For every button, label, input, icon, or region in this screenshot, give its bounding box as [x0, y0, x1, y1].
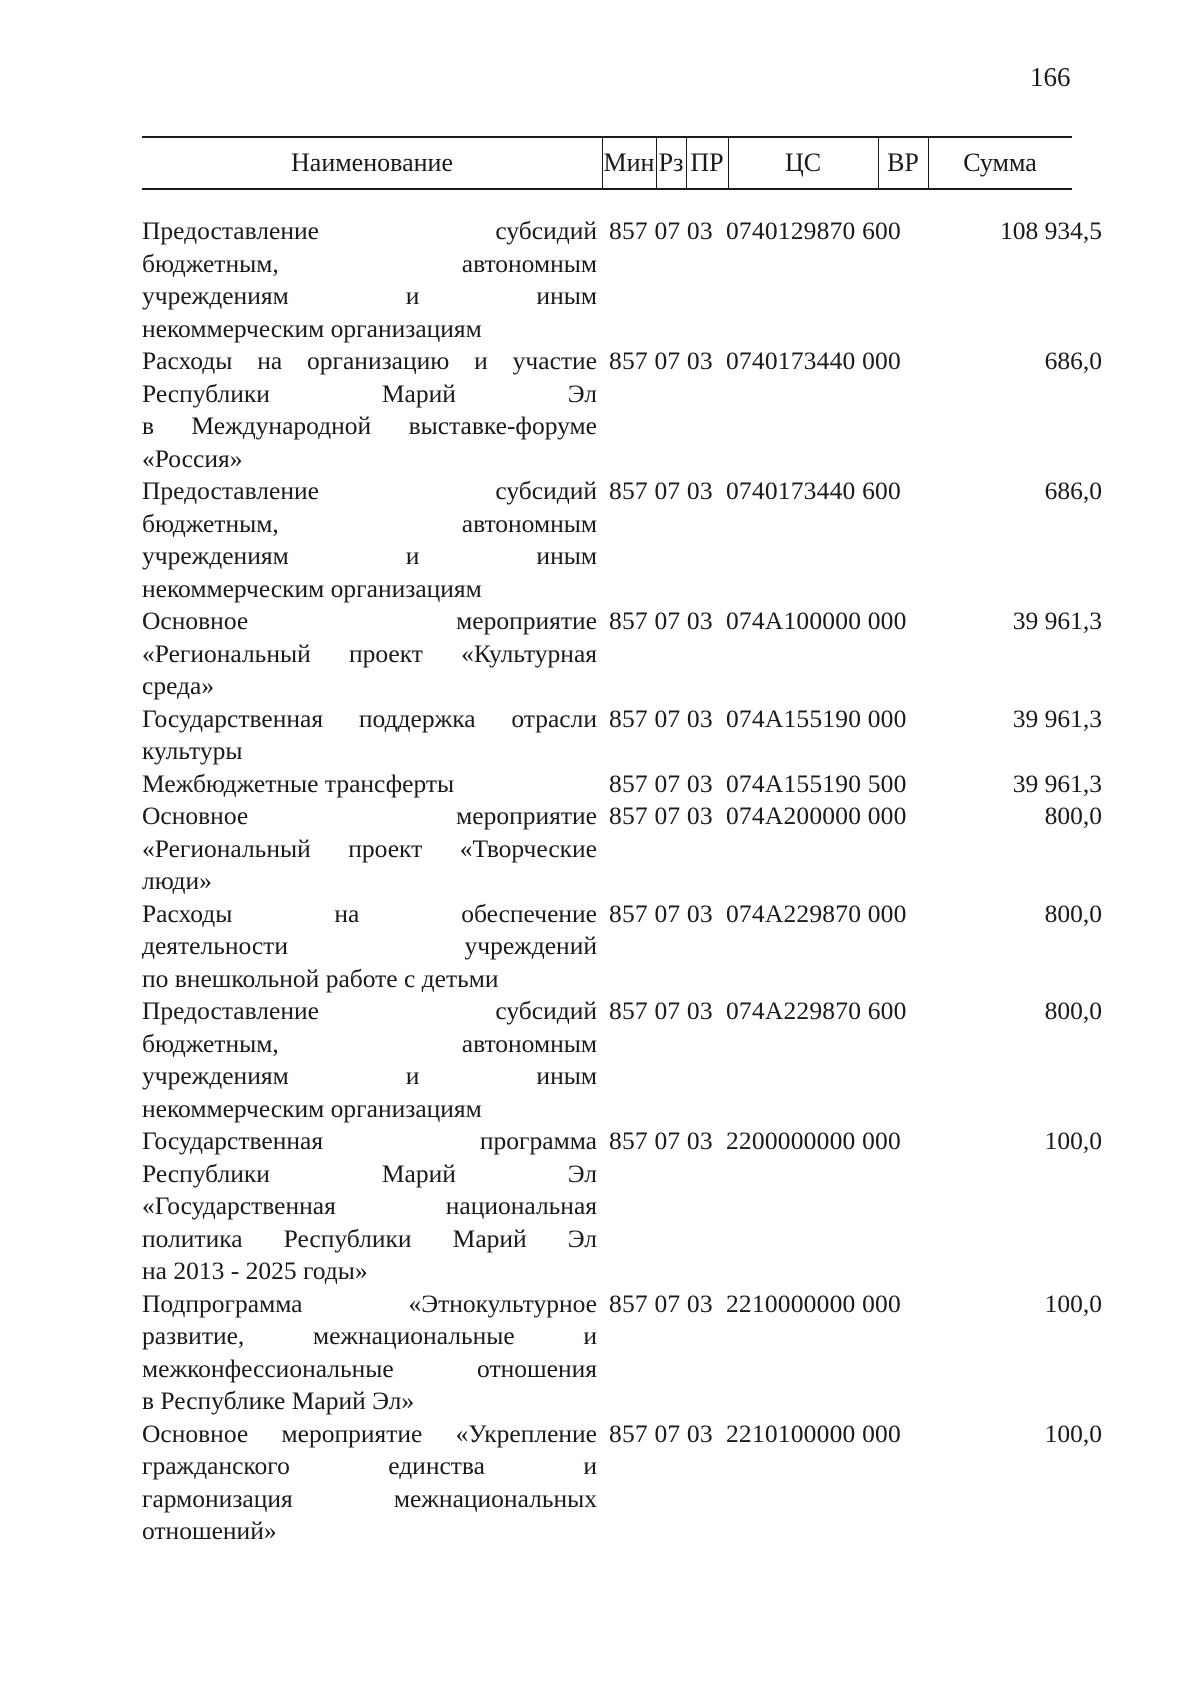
row-name-line: в Международной выставке-форуме: [142, 411, 597, 440]
row-pr: 03: [686, 346, 713, 375]
row-name-line: Основное мероприятие: [142, 606, 597, 635]
row-name: [142, 1288, 597, 1418]
row-name-line: Основное мероприятие: [142, 801, 597, 830]
row-name: [142, 1418, 597, 1548]
row-sum: 100,0: [1044, 1418, 1102, 1448]
row-name-line: гражданского единства и: [142, 1451, 597, 1480]
row-sum: 686,0: [1044, 476, 1102, 505]
row-name-line: бюджетным, автономным: [142, 1028, 597, 1058]
row-sum: 39 961,3: [1012, 703, 1102, 733]
row-cs: 074A155190: [725, 703, 862, 733]
row-name-line: Основное мероприятие «Укрепление: [142, 1418, 597, 1448]
row-pr: 03: [686, 1288, 713, 1318]
row-min: 857: [609, 801, 648, 830]
row-pr: 03: [686, 703, 713, 733]
row-name-line: Республики Марий Эл: [142, 378, 597, 408]
row-name-line: учреждениям и иным: [142, 1061, 597, 1090]
row-name-line: бюджетным, автономным: [142, 248, 597, 278]
row-vr: 600: [862, 216, 901, 245]
row-name-line: гармонизация межнациональных: [142, 1483, 597, 1513]
row-codes: [609, 605, 907, 638]
row-vr: 000: [867, 801, 907, 830]
row-name-line: «Региональный проект «Творческие: [142, 833, 597, 863]
table-row: [142, 475, 1102, 605]
header-cs: ЦС: [784, 148, 822, 177]
row-pr: 03: [686, 801, 713, 830]
row-name-line: среда»: [142, 671, 215, 700]
row-pr: 03: [686, 898, 713, 928]
table-row: [142, 1125, 1102, 1288]
row-pr: 03: [686, 1418, 713, 1448]
row-name: [142, 475, 597, 605]
row-name-line: «Региональный проект «Культурная: [142, 638, 597, 668]
row-vr: 000: [867, 606, 907, 635]
row-rz: 07: [654, 996, 681, 1025]
row-codes: [609, 215, 901, 248]
row-pr: 03: [686, 216, 713, 245]
row-name-line: межконфессиональные отношения: [142, 1353, 597, 1383]
row-rz: 07: [654, 216, 681, 245]
row-codes: [609, 768, 907, 801]
row-vr: 000: [862, 1418, 901, 1448]
row-min: 857: [609, 1288, 648, 1318]
row-sum: 686,0: [1044, 346, 1102, 375]
row-cs: 0740173440: [725, 476, 856, 505]
row-vr: 000: [862, 346, 901, 375]
table-row: [142, 215, 1102, 345]
table-row: [142, 605, 1102, 703]
row-vr: 000: [867, 898, 907, 928]
row-cs: 0740129870: [725, 216, 856, 245]
row-min: 857: [609, 703, 648, 733]
row-name-line: учреждениям и иным: [142, 541, 597, 570]
row-min: 857: [609, 996, 648, 1025]
row-pr: 03: [686, 1126, 713, 1155]
table-row: [142, 703, 1102, 768]
row-name-line: Предоставление субсидий: [142, 996, 597, 1025]
row-rz: 07: [654, 768, 681, 798]
row-name-line: некоммерческим организациям: [142, 313, 482, 343]
row-codes: [609, 1418, 901, 1451]
header-vr: ВР: [887, 148, 919, 177]
row-name: [142, 605, 597, 703]
row-codes: [609, 703, 907, 736]
row-name-line: «Россия»: [142, 443, 243, 473]
row-name-line: в Республике Марий Эл»: [142, 1386, 415, 1415]
row-rz: 07: [654, 346, 681, 375]
table-row: [142, 768, 1102, 801]
row-name-line: деятельности учреждений: [142, 931, 597, 960]
row-cs: 2210000000: [725, 1288, 856, 1318]
row-rz: 07: [654, 1126, 681, 1155]
row-name: [142, 1125, 597, 1288]
row-codes: [609, 345, 901, 378]
row-pr: 03: [686, 996, 713, 1025]
row-cs: 074A229870: [725, 898, 862, 928]
row-name-line: Государственная программа: [142, 1126, 597, 1155]
row-min: 857: [609, 606, 648, 635]
row-min: 857: [609, 476, 648, 505]
row-sum: 800,0: [1044, 898, 1102, 928]
row-min: 857: [609, 216, 648, 245]
row-min: 857: [609, 898, 648, 928]
row-name-line: Расходы на организацию и участие: [142, 346, 597, 375]
row-cs: 0740173440: [725, 346, 856, 375]
row-name: [142, 345, 597, 475]
row-rz: 07: [654, 801, 681, 830]
row-pr: 03: [686, 606, 713, 635]
row-name-line: Государственная поддержка отрасли: [142, 703, 597, 733]
row-name-line: отношений»: [142, 1516, 277, 1545]
row-name-line: на 2013 - 2025 годы»: [142, 1256, 368, 1285]
table-row: [142, 995, 1102, 1125]
row-rz: 07: [654, 476, 681, 505]
table-row: [142, 898, 1102, 996]
row-vr: 500: [867, 768, 907, 798]
table-row: [142, 345, 1102, 475]
row-name-line: некоммерческим организациям: [142, 573, 482, 603]
row-sum: 39 961,3: [1012, 768, 1102, 798]
header-name: Наименование: [291, 148, 453, 177]
row-sum: 39 961,3: [1012, 606, 1102, 635]
row-vr: 000: [867, 703, 907, 733]
row-rz: 07: [654, 606, 681, 635]
row-name-line: Республики Марий Эл: [142, 1158, 597, 1188]
row-name-line: по внешкольной работе с детьми: [142, 963, 499, 993]
row-codes: [609, 995, 907, 1028]
row-name-line: некоммерческим организациям: [142, 1093, 482, 1123]
row-vr: 600: [867, 996, 907, 1025]
table-header: [142, 136, 1072, 190]
row-name-line: «Государственная национальная: [142, 1191, 597, 1220]
row-sum: 800,0: [1044, 801, 1102, 830]
row-name-line: люди»: [142, 866, 212, 895]
row-name: [142, 800, 597, 898]
row-sum: 108 934,5: [1000, 216, 1102, 245]
row-name: [142, 995, 597, 1125]
row-name-line: развитие, межнациональные и: [142, 1321, 597, 1350]
row-sum: 800,0: [1044, 996, 1102, 1025]
row-name-line: Подпрограмма «Этнокультурное: [142, 1288, 597, 1318]
page-number: 166: [1030, 62, 1071, 92]
row-codes: [609, 1288, 901, 1321]
row-rz: 07: [654, 1288, 681, 1318]
row-codes: [609, 800, 907, 833]
header-pr: ПР: [690, 148, 724, 177]
row-cs: 2200000000: [725, 1126, 856, 1155]
table-row: [142, 1288, 1102, 1418]
row-min: 857: [609, 1126, 648, 1155]
row-sum: 100,0: [1044, 1288, 1102, 1318]
row-vr: 000: [862, 1126, 901, 1155]
row-rz: 07: [654, 1418, 681, 1448]
row-cs: 074A200000: [725, 801, 862, 830]
row-cs: 074A100000: [725, 606, 862, 635]
row-codes: [609, 898, 907, 931]
row-min: 857: [609, 346, 648, 375]
row-codes: [609, 1125, 901, 1158]
table-row: [142, 800, 1102, 898]
row-name-line: Предоставление субсидий: [142, 476, 597, 505]
row-name: [142, 898, 597, 996]
row-rz: 07: [654, 703, 681, 733]
row-name: [142, 768, 597, 801]
row-cs: 2210100000: [725, 1418, 856, 1448]
row-codes: [609, 475, 901, 508]
row-name-line: бюджетным, автономным: [142, 508, 597, 538]
header-sum: Сумма: [963, 148, 1037, 177]
row-name: [142, 215, 597, 345]
row-pr: 03: [686, 476, 713, 505]
row-min: 857: [609, 1418, 648, 1448]
row-name-line: политика Республики Марий Эл: [142, 1223, 597, 1253]
table-body: [142, 215, 1102, 1548]
row-cs: 074A155190: [725, 768, 862, 798]
row-vr: 000: [862, 1288, 901, 1318]
row-name-line: Межбюджетные трансферты: [142, 768, 455, 798]
row-min: 857: [609, 768, 648, 798]
row-name-line: Предоставление субсидий: [142, 216, 597, 245]
row-name: [142, 703, 597, 768]
row-name-line: Расходы на обеспечение: [142, 898, 597, 928]
row-rz: 07: [654, 898, 681, 928]
header-rz: Рз: [658, 148, 684, 177]
row-pr: 03: [686, 768, 713, 798]
table-row: [142, 1418, 1102, 1548]
row-cs: 074A229870: [725, 996, 862, 1025]
row-sum: 100,0: [1044, 1126, 1102, 1155]
header-min: Мин: [603, 148, 655, 177]
row-name-line: учреждениям и иным: [142, 281, 597, 310]
row-vr: 600: [862, 476, 901, 505]
row-name-line: культуры: [142, 736, 243, 765]
